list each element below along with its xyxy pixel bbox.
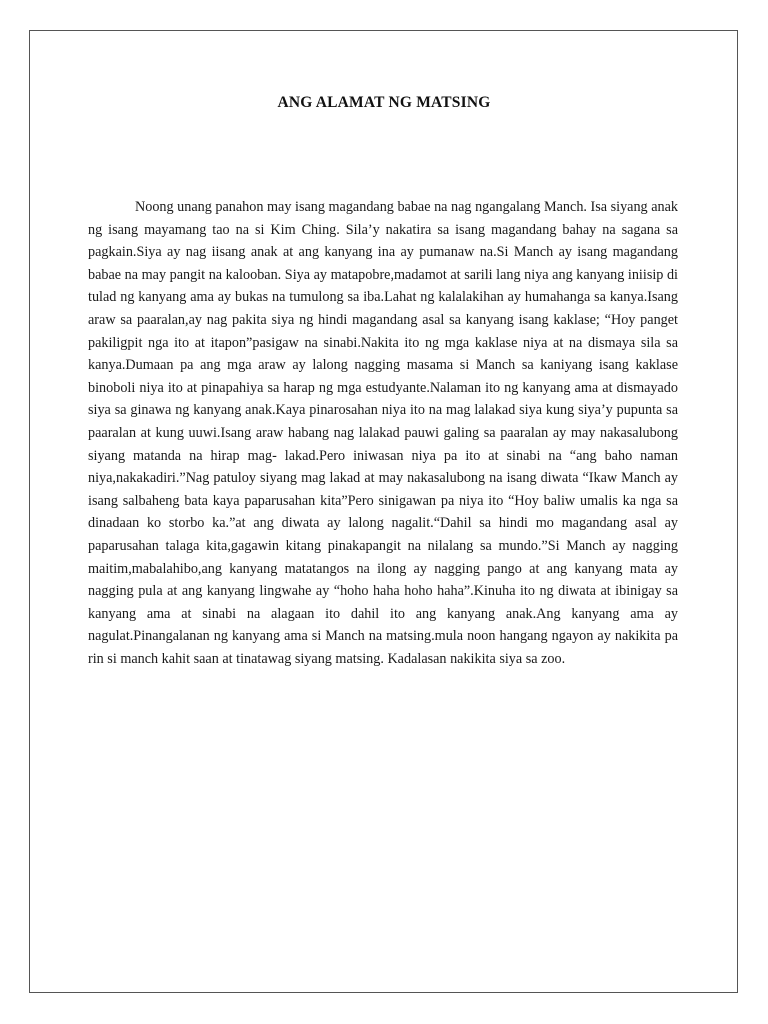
document-title: ANG ALAMAT NG MATSING <box>277 94 491 111</box>
story-paragraph: Noong unang panahon may isang magandang babae na nag ngangalang Manch. Isa siyang anak ng isang mayamang tao na si Kim Ching. Sila’y nakatira sa isang magandang bahay na sagana sa pagkain.Siya ay nag iisang anak at ang kanyang ina ay pumanaw na.Si Manch ay isang magandang babae na may pangit na kalooban. Siya ay matapobre,madamot at sarili lang niya ang kanyang iniisip di tulad ng kanyang ama ay bukas na tumulong sa iba.Lahat ng kalalakihan ay humahanga sa kanya.Isang araw sa paaralan,ay nag pakita siya ng hindi magandang asal sa kanyang isang kaklase; “Hoy panget pakiligpit nga ito at itapon”pasigaw na sinabi.Nakita ito ng mga kaklase niya at na dismaya sila sa kanya.Dumaan pa ang mga araw ay lalong nagging masama si Manch sa kaniyang isang kaklase binoboli niya ito at pinapahiya sa harap ng mga estudyante.Nalaman ito ng kanyang ama at dismayado siya sa ginawa ng kanyang anak.Kaya pinarosahan niya ito na mag lalakad siya kung siya’y pupunta sa paaralan at kung uuwi.Isang araw habang nag lalakad pauwi galing sa paaralan ay may nakasalubong siyang matanda na hirap mag- lakad.Pero iniwasan niya pa ito at sinabi na “ang baho naman niya,nakakadiri.”Nag patuloy siyang mag lakad at may nakasalubong na isang diwata “Ikaw Manch ay isang salbaheng bata kaya paparusahan kita”Pero sinigawan pa niya ito “Hoy baliw umalis ka nga sa dinadaan ko storbo ka.”at ang diwata ay lalong nagalit.“Dahil sa hindi mo magandang asal ay paparusahan talaga kita,gagawin kitang pinakapangit na nilalang sa mundo.”Si Manch ay nagging maitim,mabalahibo,ang kanyang matatangos na ilong ay nagging pango at ang kanyang mata ay nagging pula at ang kanyang lingwahe ay “hoho haha hoho haha”.Kinuha ito ng diwata at ibinigay sa kanyang ama at sinabi na alagaan ito dahil ito ang kanyang anak.Ang kanyang ama ay nagulat.Pinangalanan ng kanyang ama si Manch na matsing.mula noon hangang ngayon ay nakikita pa rin si manch kahit saan at tinatawag siyang matsing. Kadalasan nakikita siya sa zoo. <box>88 199 678 667</box>
